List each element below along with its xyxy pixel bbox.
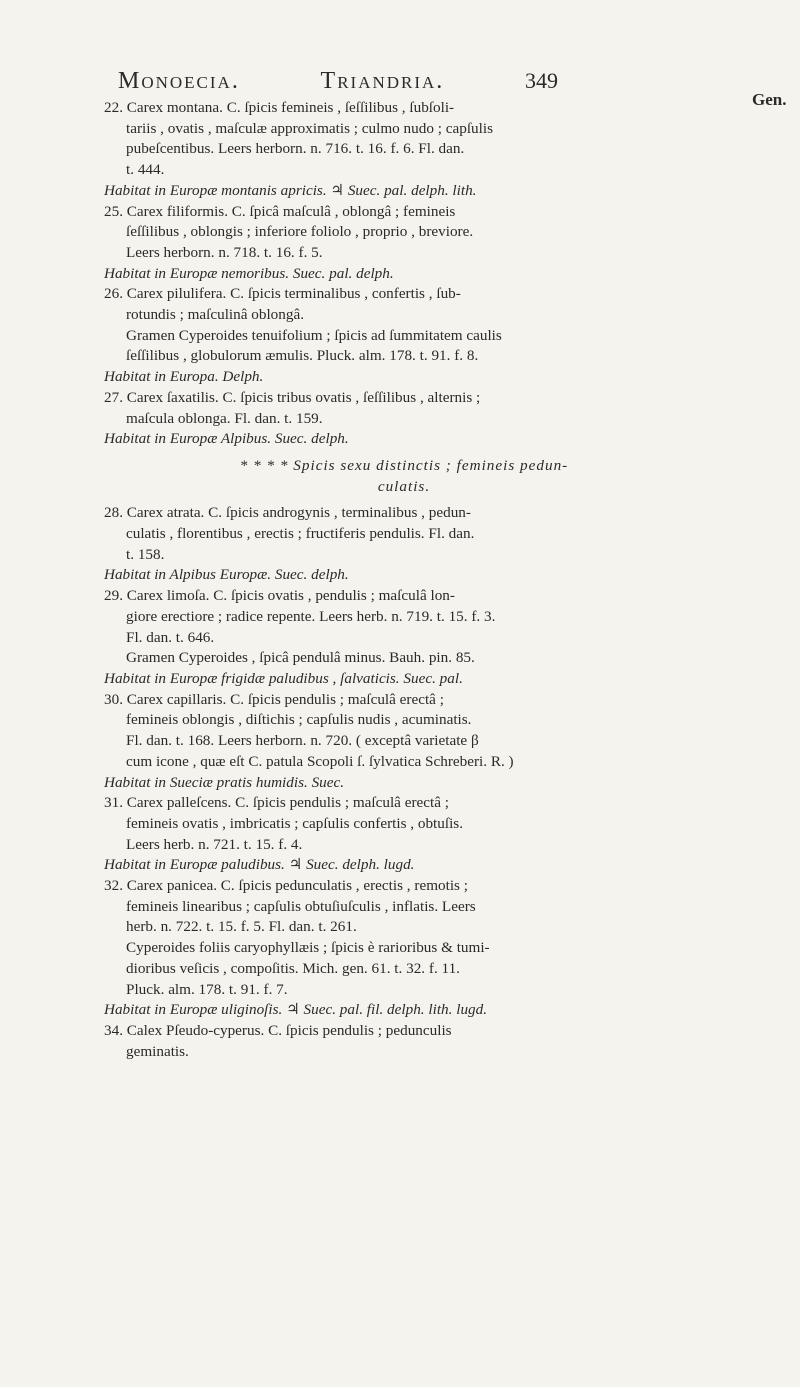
species-entry <box>104 793 704 876</box>
entry-continuation-line: ſeſſilibus , globulorum æmulis. Pluck. alm. 178. t. 91. f. 8. <box>126 347 479 365</box>
entry-continuation-line: Fl. dan. t. 646. <box>126 628 215 646</box>
entry-first-line: 31. Carex palleſcens. C. ſpicis pendulis ; maſculâ erectâ ; <box>104 794 449 812</box>
entry-continuation-line: ſeſſilibus , oblongis ; inferiore foliolo , proprio , breviore. <box>126 223 474 241</box>
entry-first-line: 25. Carex filiformis. C. ſpicâ maſculâ , oblongâ ; femineis <box>104 202 456 220</box>
entry-continuation-line: Fl. dan. t. 168. Leers herborn. n. 720. ( exceptâ varietate β <box>126 732 479 750</box>
entry-continuation-line: rotundis ; maſculinâ oblongâ. <box>126 306 305 324</box>
entry-continuation-line: Cyperoides foliis caryophyllæis ; ſpicis è rarioribus & tumi- <box>126 939 490 957</box>
entry-continuation-line: dioribus veſicis , compoſitis. Mich. gen. 61. t. 32. f. 11. <box>126 959 460 977</box>
entry-continuation-line: t. 158. <box>126 545 165 563</box>
habitat-line: Habitat in Sueciæ pratis humidis. Suec. <box>104 773 345 791</box>
species-entry <box>104 503 704 586</box>
species-entry <box>104 98 704 202</box>
entry-continuation-line: herb. n. 722. t. 15. f. 5. Fl. dan. t. 261. <box>126 918 357 936</box>
entries-block-2 <box>104 503 704 1062</box>
habitat-line: Habitat in Europæ nemoribus. Suec. pal. delph. <box>104 264 394 282</box>
species-entry <box>104 202 704 285</box>
species-entry <box>104 284 704 388</box>
entry-continuation-line: femineis linearibus ; capſulis obtuſiuſculis , inflatis. Leers <box>126 897 476 915</box>
section-heading <box>104 456 704 497</box>
running-header <box>118 68 558 95</box>
margin-note: Gen. <box>752 90 787 109</box>
entry-continuation-line: tariis , ovatis , maſculæ approximatis ; culmo nudo ; capſulis <box>126 119 493 137</box>
entry-continuation-line: femineis oblongis , diſtichis ; capſulis nudis , acuminatis. <box>126 711 472 729</box>
habitat-line: Habitat in Europa. Delph. <box>104 368 264 386</box>
page-number: 349 <box>525 68 558 93</box>
species-entry <box>104 690 704 794</box>
entry-continuation-line: Leers herb. n. 721. t. 15. f. 4. <box>126 835 303 853</box>
section-heading-line1: * * * * Spicis sexu distinctis ; femineis pedun- <box>239 456 569 474</box>
entry-first-line: 22. Carex montana. C. ſpicis femineis , ſeſſilibus , ſubſoli- <box>104 99 455 116</box>
species-entry <box>104 586 704 690</box>
entry-continuation-line: Pluck. alm. 178. t. 91. f. 7. <box>126 980 288 998</box>
habitat-line: Habitat in Europæ uliginoſis. ♃ Suec. pal. fil. delph. lith. lugd. <box>104 1001 488 1019</box>
entry-first-line: 27. Carex ſaxatilis. C. ſpicis tribus ovatis , ſeſſilibus , alternis ; <box>104 388 481 406</box>
entry-first-line: 26. Carex pilulifera. C. ſpicis terminalibus , confertis , ſub- <box>104 285 461 303</box>
entry-continuation-line: Leers herborn. n. 718. t. 16. f. 5. <box>126 243 323 261</box>
entry-continuation-line: pubeſcentibus. Leers herborn. n. 716. t. 16. f. 6. Fl. dan. <box>126 140 465 158</box>
habitat-line: Habitat in Europæ frigidæ paludibus , ſalvaticis. Suec. pal. <box>104 669 463 687</box>
entry-continuation-line: culatis , florentibus , erectis ; fructiferis pendulis. Fl. dan. <box>126 525 475 543</box>
entry-continuation-line: geminatis. <box>126 1042 189 1060</box>
header-class: Triandria. <box>320 68 445 94</box>
species-entry <box>104 388 704 450</box>
entry-first-line: 30. Carex capillaris. C. ſpicis pendulis ; maſculâ erectâ ; <box>104 690 444 708</box>
entries-block-1 <box>104 98 704 450</box>
entry-continuation-line: femineis ovatis , imbricatis ; capſulis confertis , obtuſis. <box>126 814 464 832</box>
entry-continuation-line: Gramen Cyperoides , ſpicâ pendulâ minus. Bauh. pin. 85. <box>126 649 475 667</box>
entry-first-line: 34. Calex Pſeudo-cyperus. C. ſpicis pendulis ; pedunculis <box>104 1021 452 1039</box>
entry-first-line: 28. Carex atrata. C. ſpicis androgynis , terminalibus , pedun- <box>104 504 471 522</box>
entry-continuation-line: t. 444. <box>126 161 165 179</box>
section-heading-line2: culatis. <box>377 477 431 495</box>
entry-first-line: 29. Carex limoſa. C. ſpicis ovatis , pendulis ; maſculâ lon- <box>104 587 455 605</box>
habitat-line: Habitat in Europæ Alpibus. Suec. delph. <box>104 430 349 448</box>
entry-continuation-line: Gramen Cyperoides tenuifolium ; ſpicis ad ſummitatem caulis <box>126 326 502 344</box>
entry-continuation-line: maſcula oblonga. Fl. dan. t. 159. <box>126 409 323 427</box>
species-entry <box>104 876 704 1021</box>
header-genus: Monoecia. <box>118 68 240 94</box>
entry-continuation-line: cum icone , quæ eſt C. patula Scopoli ſ. ſylvatica Schreberi. R. ) <box>126 752 514 770</box>
species-entry <box>104 1021 704 1062</box>
entry-first-line: 32. Carex panicea. C. ſpicis pedunculatis , erectis , remotis ; <box>104 877 468 895</box>
habitat-line: Habitat in Europæ montanis apricis. ♃ Suec. pal. delph. lith. <box>104 181 477 199</box>
text-body <box>104 98 704 1062</box>
habitat-line: Habitat in Europæ paludibus. ♃ Suec. delph. lugd. <box>104 856 415 874</box>
habitat-line: Habitat in Alpibus Europæ. Suec. delph. <box>104 566 349 584</box>
entry-continuation-line: giore erectiore ; radice repente. Leers herb. n. 719. t. 15. f. 3. <box>126 607 496 625</box>
